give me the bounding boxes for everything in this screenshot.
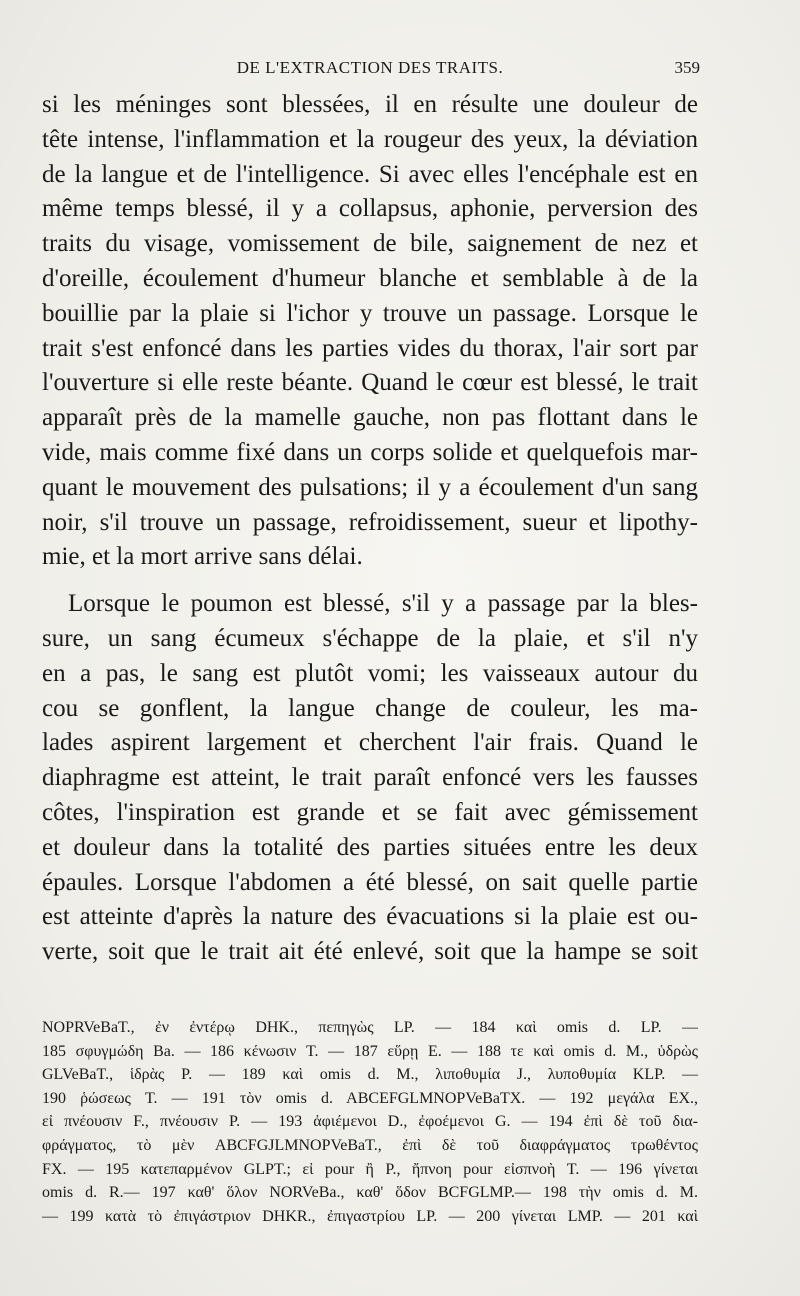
text-line: diaphragme est atteint, le trait paraît enfoncé vers les fausses <box>42 764 698 792</box>
text-line: Lorsque le poumon est blessé, s'il y a passage par la bles- <box>68 590 698 618</box>
text-line: sure, un sang écumeux s'échappe de la plaie, et s'il n'y <box>42 624 698 652</box>
footnote-line: εἰ πνέουσιν F., πνέουσιν P. — 193 ἀφιέμενοι D., ἐφοέμενοι G. — 194 ἐπὶ δὲ τοῦ δια- <box>42 1113 698 1131</box>
text-line: mie, et la mort arrive sans délai. <box>42 543 363 571</box>
text-line: de la langue et de l'intelligence. Si avec elles l'encéphale est en <box>42 160 698 188</box>
text-line: côtes, l'inspiration est grande et se fait avec gémissement <box>42 798 698 826</box>
text-line: lades aspirent largement et cherchent l'air frais. Quand le <box>42 729 698 757</box>
text-line: et douleur dans la totalité des parties situées entre les deux <box>42 833 698 861</box>
text-line: verte, soit que le trait ait été enlevé, soit que la hampe se soit <box>42 938 698 966</box>
footnote-line: 185 σφυγμώδη Ba. — 186 κένωσιν T. — 187 εὕρῃ E. — 188 τε καὶ omis d. M., ὑδρὼς <box>42 1042 698 1060</box>
text-line: traits du visage, vomissement de bile, saignement de nez et <box>42 230 698 258</box>
page-number: 359 <box>674 58 700 77</box>
footnote-line: FX. — 195 κατεπαρμένον GLPT.; εἰ pour ἢ P., ἤπνοη pour εἰσπνοὴ T. — 196 γίνεται <box>42 1160 699 1178</box>
footnotes <box>42 1016 698 1228</box>
text-line: bouillie par la plaie si l'ichor y trouve un passage. Lorsque le <box>42 299 698 327</box>
text-line: même temps blessé, il y a collapsus, aphonie, perversion des <box>42 195 698 223</box>
footnote-line: omis d. R.— 197 καθ' ὅλον NORVeBa., καθ' ὅδον BCFGLMP.— 198 τὴν omis d. M. <box>42 1184 698 1202</box>
running-title: DE L'EXTRACTION DES TRAITS. <box>236 58 504 77</box>
footnote-line: GLVeBaT., ἱδρὰς P. — 189 καὶ omis d. M., λιποθυμία J., λυποθυμία KLP. — <box>42 1066 698 1084</box>
paragraph-break <box>42 575 698 587</box>
footnote-line: NOPRVeBaT., ἐν ἐντέρῳ DHK., πεπηγὼς LP. — 184 καὶ omis d. LP. — <box>42 1019 698 1036</box>
text-line: tête intense, l'inflammation et la rougeur des yeux, la déviation <box>42 125 698 153</box>
text-line: noir, s'il trouve un passage, refroidissement, sueur et lipothy- <box>42 508 698 536</box>
text-line: cou se gonflent, la langue change de couleur, les ma- <box>42 694 698 722</box>
text-line: est atteinte d'après la nature des évacuations si la plaie est ou- <box>42 903 698 931</box>
text-line: d'oreille, écoulement d'humeur blanche et semblable à de la <box>42 264 698 292</box>
main-text <box>42 88 698 970</box>
text-line: l'ouverture si elle reste béante. Quand le cœur est blessé, le trait <box>42 369 698 397</box>
footnote-line: φράγματος, τὸ μὲν ABCFGJLMNOPVeBaT., ἐπὶ δὲ τοῦ διαφράγματος τρωθέντος <box>42 1136 698 1154</box>
text-line: quant le mouvement des pulsations; il y a écoulement d'un sang <box>42 473 698 501</box>
text-line: apparaît près de la mamelle gauche, non pas flottant dans le <box>42 404 698 432</box>
running-header <box>40 58 700 82</box>
footnote-line: 190 ῥώσεως T. — 191 τὸν omis d. ABCEFGLMNOPVeBaTX. — 192 μεγάλα EX., <box>42 1089 698 1107</box>
text-line: si les méninges sont blessées, il en résulte une douleur de <box>42 91 698 118</box>
text-line: épaules. Lorsque l'abdomen a été blessé, on sait quelle partie <box>42 868 698 896</box>
text-line: vide, mais comme fixé dans un corps solide et quelquefois mar- <box>42 438 698 466</box>
text-line: en a pas, le sang est plutôt vomi; les vaisseaux autour du <box>42 659 698 687</box>
text-line: trait s'est enfoncé dans les parties vides du thorax, l'air sort par <box>42 334 698 362</box>
footnote-line: — 199 κατὰ τὸ ἐπιγάστριον DHKR., ἐπιγαστρίου LP. — 200 γίνεται LMP. — 201 καὶ <box>42 1207 698 1225</box>
